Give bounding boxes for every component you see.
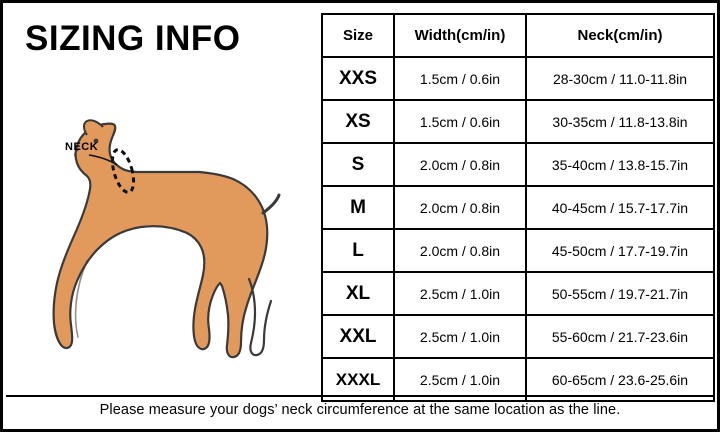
table-row (322, 100, 714, 143)
page-title: SIZING INFO (25, 19, 241, 58)
cell-width: 2.5cm / 1.0in (394, 272, 526, 315)
cell-neck: 40-45cm / 15.7-17.7in (526, 186, 714, 229)
table-row (322, 143, 714, 186)
column-header-size: Size (322, 14, 394, 57)
cell-width: 1.5cm / 0.6in (394, 100, 526, 143)
cell-size: XXXL (322, 358, 394, 401)
cell-neck: 30-35cm / 11.8-13.8in (526, 100, 714, 143)
cell-size: L (322, 229, 394, 272)
size-table-container (321, 13, 713, 391)
table-row (322, 229, 714, 272)
cell-neck: 45-50cm / 17.7-19.7in (526, 229, 714, 272)
dog-silhouette-icon (17, 83, 307, 373)
cell-size: M (322, 186, 394, 229)
cell-size: XXL (322, 315, 394, 358)
table-row (322, 272, 714, 315)
cell-width: 2.5cm / 1.0in (394, 358, 526, 401)
column-header-width: Width(cm/in) (394, 14, 526, 57)
table-header-row (322, 14, 714, 57)
cell-size: XL (322, 272, 394, 315)
cell-width: 2.0cm / 0.8in (394, 229, 526, 272)
cell-size: S (322, 143, 394, 186)
cell-neck: 35-40cm / 13.8-15.7in (526, 143, 714, 186)
size-table (321, 13, 715, 402)
dog-illustration (17, 83, 307, 373)
column-header-neck: Neck(cm/in) (526, 14, 714, 57)
cell-width: 1.5cm / 0.6in (394, 57, 526, 100)
cell-width: 2.5cm / 1.0in (394, 315, 526, 358)
cell-size: XXS (322, 57, 394, 100)
table-row (322, 186, 714, 229)
cell-neck: 60-65cm / 23.6-25.6in (526, 358, 714, 401)
table-row (322, 315, 714, 358)
cell-width: 2.0cm / 0.8in (394, 186, 526, 229)
neck-label: NECK (65, 141, 99, 153)
cell-neck: 50-55cm / 19.7-21.7in (526, 272, 714, 315)
cell-width: 2.0cm / 0.8in (394, 143, 526, 186)
table-row (322, 57, 714, 100)
left-panel (3, 3, 315, 389)
footer-divider (6, 395, 714, 397)
cell-size: XS (322, 100, 394, 143)
footer-note: Please measure your dogs’ neck circumference at the same location as the line. (99, 402, 621, 418)
cell-neck: 55-60cm / 21.7-23.6in (526, 315, 714, 358)
cell-neck: 28-30cm / 11.0-11.8in (526, 57, 714, 100)
